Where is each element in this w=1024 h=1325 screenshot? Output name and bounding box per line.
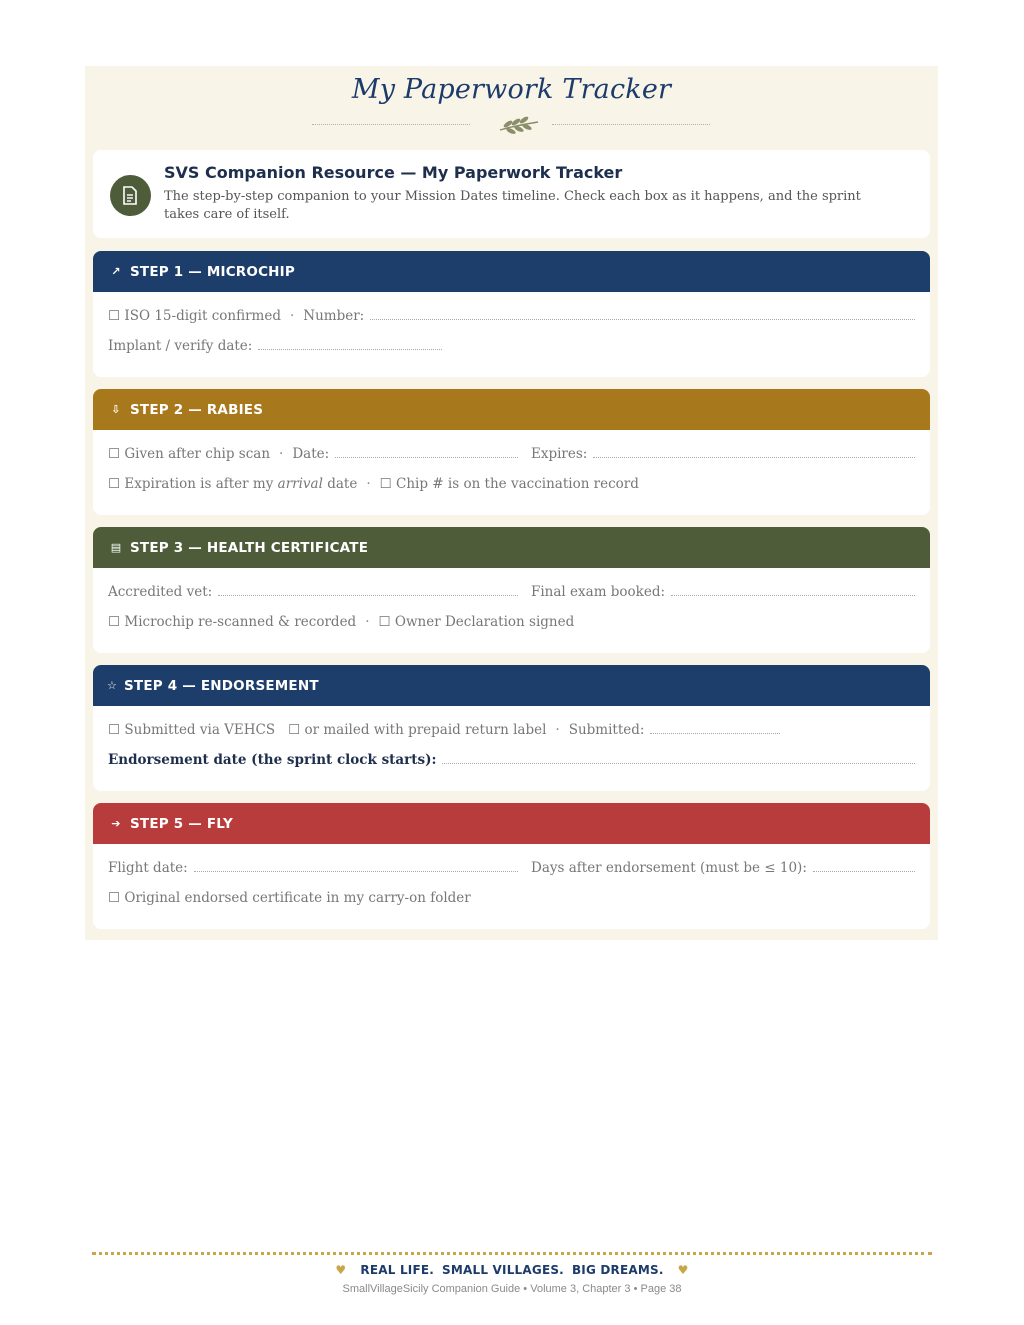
endorsement-date-label: Endorsement date (the sprint clock starts): (108, 752, 437, 768)
owner-declaration-checkbox[interactable]: ☐ Owner Declaration signed (378, 614, 575, 630)
page-title: My Paperwork Tracker (351, 74, 672, 105)
implant-date-label: Implant / verify date: (108, 338, 253, 354)
arrow-right-icon: ➔ (111, 817, 121, 830)
step-1-title: STEP 1 — MICROCHIP (130, 263, 296, 280)
chip-number-label: Number: (303, 308, 365, 324)
chip-on-record-checkbox[interactable]: ☐ Chip # is on the vaccination record (379, 476, 639, 492)
syringe-icon: ⇩ (111, 403, 121, 416)
intro-card (93, 150, 930, 238)
footer-tagline: ♥ REAL LIFE. SMALL VILLAGES. BIG DREAMS. ♥ (335, 1263, 689, 1277)
accredited-vet-label: Accredited vet: (108, 584, 213, 600)
intro-description: The step-by-step companion to your Mission Dates timeline. Check each box as it happens, and the sprint takes care of itself. (164, 189, 861, 222)
expiration-after-arrival-checkbox[interactable]: ☐ Expiration is after my arrival date (108, 476, 358, 492)
final-exam-field[interactable] (671, 595, 915, 596)
step-3-title: STEP 3 — HEALTH CERTIFICATE (130, 539, 369, 556)
step-3-row-2: ☐ Microchip re-scanned & recorded · ☐ Owner Declaration signed (108, 614, 575, 630)
footer-divider (92, 1252, 932, 1255)
submitted-vehcs-checkbox[interactable]: ☐ Submitted via VEHCS (108, 722, 276, 738)
star-icon: ☆ (106, 679, 118, 692)
flight-date-field[interactable] (194, 871, 518, 872)
step-2-header (93, 389, 930, 430)
footer-credit: SmallVillageSicily Companion Guide • Volume 3, Chapter 3 • Page 38 (342, 1283, 682, 1295)
tracker-sheet (85, 66, 938, 940)
laurel-icon (498, 116, 540, 136)
step-3-card (93, 527, 930, 653)
ornament-rule-right (552, 124, 710, 125)
carry-on-checkbox[interactable]: ☐ Original endorsed certificate in my carry-on folder (108, 890, 471, 906)
step-2-row-1: ☐ Given after chip scan · Date: Expires: (108, 442, 915, 462)
step-5-row-1 (108, 856, 915, 876)
rabies-expires-label: Expires: (531, 446, 588, 462)
mailed-prepaid-checkbox[interactable]: ☐ or mailed with prepaid return label (288, 722, 547, 738)
intro-heading: SVS Companion Resource — My Paperwork Tracker (164, 163, 623, 182)
title-ornament (312, 116, 710, 138)
clipboard-icon: ▤ (110, 541, 122, 554)
step-5-title: STEP 5 — FLY (130, 815, 233, 832)
intro-badge (110, 175, 151, 216)
step-4-title: STEP 4 — ENDORSEMENT (124, 677, 319, 694)
accredited-vet-field[interactable] (218, 595, 518, 596)
step-2-row-2: ☐ Expiration is after my arrival date · ☐ Chip # is on the vaccination record (108, 476, 639, 492)
step-4-row-1: ☐ Submitted via VEHCS ☐ or mailed with prepaid return label · Submitted: (108, 718, 915, 738)
endorsement-date-field[interactable] (442, 763, 915, 764)
step-1-card (93, 251, 930, 377)
step-2-card (93, 389, 930, 515)
step-4-header (93, 665, 930, 706)
step-5-row-2 (108, 886, 915, 906)
rabies-expires-field[interactable] (593, 457, 915, 458)
submitted-date-label: Submitted: (568, 722, 645, 738)
days-after-label: Days after endorsement (must be ≤ 10): (531, 860, 807, 876)
chip-number-field[interactable] (370, 319, 915, 320)
microchip-rescanned-checkbox[interactable]: ☐ Microchip re-scanned & recorded (108, 614, 357, 630)
flight-date-label: Flight date: (108, 860, 188, 876)
chip-iso-checkbox[interactable]: ☐ ISO 15-digit confirmed (108, 308, 281, 324)
step-5-card (93, 803, 930, 929)
step-4-card (93, 665, 930, 791)
rabies-date-label: Date: (292, 446, 330, 462)
step-1-header (93, 251, 930, 292)
days-after-field[interactable] (813, 871, 915, 872)
implant-date-field[interactable] (258, 349, 442, 350)
step-3-header (93, 527, 930, 568)
step-3-row-1 (108, 580, 915, 600)
rabies-given-checkbox[interactable]: ☐ Given after chip scan (108, 446, 271, 462)
heart-icon: ♥ (677, 1263, 689, 1277)
step-1-row-1: ☐ ISO 15-digit confirmed · Number: (108, 304, 915, 324)
final-exam-label: Final exam booked: (531, 584, 666, 600)
document-icon (122, 186, 140, 205)
arrow-icon: ↗ (111, 265, 121, 278)
step-4-row-2 (108, 748, 915, 768)
step-1-row-2 (108, 334, 915, 354)
heart-icon: ♥ (335, 1263, 347, 1277)
ornament-rule-left (312, 124, 470, 125)
step-5-header (93, 803, 930, 844)
rabies-date-field[interactable] (335, 457, 518, 458)
submitted-date-field[interactable] (650, 733, 780, 734)
step-2-title: STEP 2 — RABIES (130, 401, 264, 418)
